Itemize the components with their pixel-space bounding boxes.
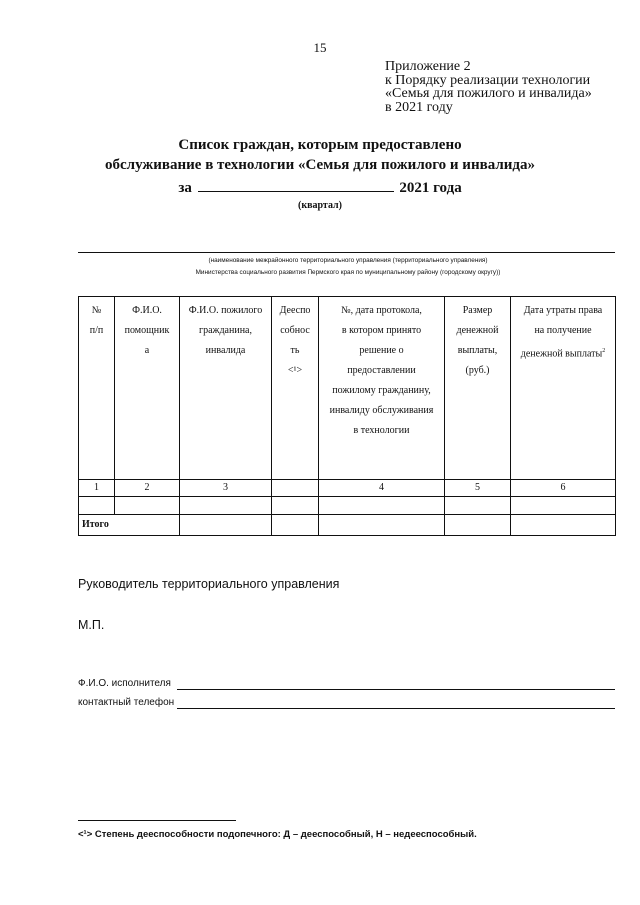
- executor-field[interactable]: [177, 689, 615, 690]
- title-line: обслуживание в технологии «Семья для пожилого и инвалида»: [105, 157, 535, 173]
- table-cell[interactable]: [445, 497, 511, 515]
- column-number-row: [79, 480, 616, 497]
- title-suffix: 2021 года: [399, 180, 462, 196]
- table-cell[interactable]: [511, 515, 616, 536]
- header-cell: № п/п: [79, 297, 115, 480]
- header-cell: Ф.И.О. пожилого гражданина, инвалида: [180, 297, 272, 480]
- phone-field[interactable]: [177, 708, 615, 709]
- appendix-note: [385, 60, 592, 114]
- column-number: [272, 480, 319, 497]
- title-period: [0, 177, 640, 197]
- footnote-divider: [78, 820, 236, 821]
- kvartal-caption: (квартал): [298, 200, 342, 211]
- citizens-table: [78, 296, 616, 536]
- table-cell[interactable]: [180, 497, 272, 515]
- table-cell[interactable]: [115, 497, 180, 515]
- footnote: <¹> Степень дееспособности подопечного: Д – дееспособный, Н – недееспособный.: [78, 829, 477, 840]
- header-cell: Ф.И.О. помощник а: [115, 297, 180, 480]
- ministry-caption: Министерства социального развития Пермского края по муниципальному району (городскому округу)): [195, 269, 501, 276]
- total-label: Итого: [79, 515, 180, 536]
- phone-label: контактный телефон: [78, 697, 175, 708]
- period-blank-field[interactable]: [198, 177, 394, 192]
- header-cell: №, дата протокола, в котором принято решение о предоставлении пожилому гражданину, инвалиду обслуживания в технологии: [319, 297, 445, 480]
- table-cell[interactable]: [445, 515, 511, 536]
- head-signature-label: Руководитель территориального управления: [78, 577, 340, 591]
- column-number: 1: [79, 480, 115, 497]
- org-name-line: [78, 252, 615, 253]
- table-cell[interactable]: [272, 497, 319, 515]
- table-cell[interactable]: [319, 515, 445, 536]
- column-number: 2: [115, 480, 180, 497]
- table-cell[interactable]: [319, 497, 445, 515]
- column-number: 5: [445, 480, 511, 497]
- appendix-line: Приложение 2: [385, 59, 471, 74]
- table-header-row: [79, 297, 616, 480]
- column-number: 4: [319, 480, 445, 497]
- page-number: 15: [313, 40, 327, 55]
- table-row: [79, 497, 616, 515]
- table-cell[interactable]: [180, 515, 272, 536]
- header-cell: Дееспо собнос ть <¹>: [272, 297, 319, 480]
- title-prefix: за: [178, 180, 192, 196]
- title-line: Список граждан, которым предоставлено: [178, 137, 462, 153]
- total-row: [79, 515, 616, 536]
- org-caption: (наименование межрайонного территориального управления (территориального управления): [208, 257, 488, 264]
- table-cell[interactable]: [511, 497, 616, 515]
- header-cell: Размер денежной выплаты, (руб.): [445, 297, 511, 480]
- column-number: 3: [180, 480, 272, 497]
- executor-label: Ф.И.О. исполнителя: [78, 678, 171, 689]
- column-number: 6: [511, 480, 616, 497]
- table-cell[interactable]: [79, 497, 115, 515]
- header-cell: Дата утраты права на получение денежной выплаты$^2$: [511, 297, 616, 480]
- appendix-line: к Порядку реализации технологии: [385, 72, 591, 88]
- appendix-line: «Семья для пожилого и инвалида»: [385, 86, 592, 101]
- table-cell[interactable]: [272, 515, 319, 536]
- appendix-line: в 2021 году: [385, 99, 453, 115]
- stamp-label: М.П.: [78, 618, 105, 632]
